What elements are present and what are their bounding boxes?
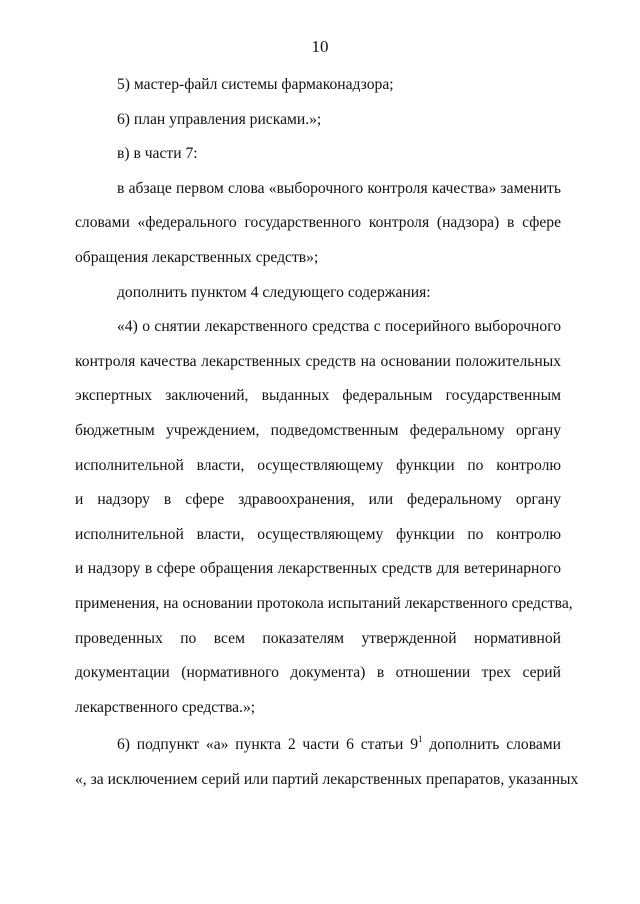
text-line: экспертных заключений, выданных федеральным государственным bbox=[75, 387, 561, 405]
text-line: дополнить пунктом 4 следующего содержания: bbox=[117, 283, 431, 301]
text-line: «, за исключением серий или партий лекарственных препаратов, указанных bbox=[75, 770, 579, 788]
text-line: исполнительной власти, осуществляющему функции по контролю bbox=[75, 456, 561, 474]
text-line: обращения лекарственных средств»; bbox=[75, 248, 319, 266]
text-line: и надзору в сфере здравоохранения, или федеральному органу bbox=[75, 491, 561, 509]
text-line: 6) план управления рисками.»; bbox=[117, 110, 322, 128]
text-line: лекарственного средства.»; bbox=[75, 698, 256, 716]
text-line: в) в части 7: bbox=[117, 145, 198, 163]
superscript: 1 bbox=[418, 734, 423, 745]
text-line: 5) мастер-файл системы фармаконадзора; bbox=[117, 76, 394, 93]
text-line: в абзаце первом слова «выборочного контроля качества» заменить bbox=[117, 179, 561, 197]
text-line: документации (нормативного документа) в отношении трех серий bbox=[75, 664, 561, 682]
text-fragment: дополнить словами bbox=[422, 736, 561, 754]
document-body bbox=[75, 68, 579, 797]
text-line: «4) о снятии лекарственного средства с посерийного выборочного bbox=[117, 318, 561, 336]
text-line: бюджетным учреждением, подведомственным федеральному органу bbox=[75, 421, 561, 439]
text-line: проведенных по всем показателям утвержденной нормативной bbox=[75, 629, 561, 647]
text-line: применения, на основании протокола испытаний лекарственного средства, bbox=[75, 594, 573, 612]
text-line: исполнительной власти, осуществляющему функции по контролю bbox=[75, 525, 561, 543]
text-fragment: 6) подпункт «а» пункта 2 части 6 статьи 9 bbox=[117, 736, 419, 754]
text-line: и надзору в сфере обращения лекарственных средств для ветеринарного bbox=[75, 560, 561, 578]
text-line: словами «федерального государственного контроля (надзора) в сфере bbox=[75, 214, 561, 232]
page-number: 10 bbox=[311, 37, 329, 56]
text-line: контроля качества лекарственных средств на основании положительных bbox=[75, 352, 561, 370]
text-line-with-superscript bbox=[75, 728, 561, 763]
